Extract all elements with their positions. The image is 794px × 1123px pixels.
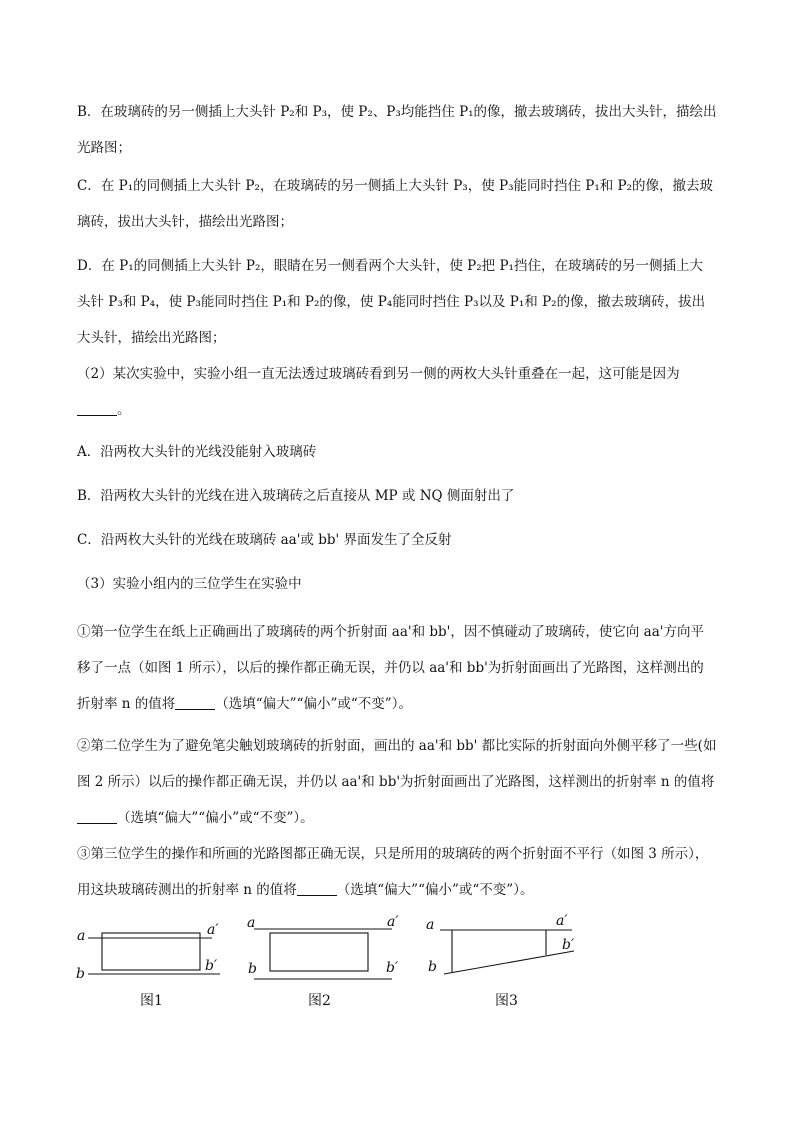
question-2-option-a: A．沿两枚大头针的光线没能射入玻璃砖 [77, 444, 317, 460]
fig2-glass-block [270, 933, 368, 971]
option-d [77, 248, 727, 356]
student-1-line-3: 折射率 n 的值将 （选填“偏大”“偏小”或“不变”）。 [77, 696, 412, 712]
answer-blank[interactable] [77, 401, 117, 416]
student-3-line-1: ③第三位学生的操作和所画的光路图都正确无误，只是所用的玻璃砖的两个折射面不平行（如图 3 所示）， [77, 846, 709, 862]
option-b [77, 94, 727, 166]
option-d-line-1: D．在 P₁的同侧插上大头针 P₂，眼睛在另一侧看两个大头针，使 P₂把 P₁挡住，在玻璃砖的另一侧插上大 [77, 258, 703, 274]
fig2-label-a: a [247, 915, 256, 931]
fig3-label-a: a [426, 917, 435, 933]
fig3-label-b: b [428, 959, 437, 975]
question-3: （3）实验小组内的三位学生在实验中 [77, 576, 302, 592]
figure-3 [440, 930, 574, 974]
option-b-line-1: B．在玻璃砖的另一侧插上大头针 P₂和 P₃，使 P₂、P₃均能挡住 P₁的像，撤去玻璃砖，拔出大头针，描绘出 [77, 104, 717, 120]
figure-2 [254, 929, 392, 979]
student-2-line-3: （选填“偏大”“偏小”或“不变”）。 [77, 800, 727, 836]
fig1-label-a: a [77, 928, 86, 944]
fig2-label-b: b [248, 961, 257, 977]
fig1-caption: 图1 [140, 993, 163, 1009]
question-2-option-b: B．沿两枚大头针的光线在进入玻璃砖之后直接从 MP 或 NQ 侧面射出了 [77, 488, 515, 504]
option-c-line-1: C．在 P₁的同侧插上大头针 P₂，在玻璃砖的另一侧插上大头针 P₃，使 P₃能同时挡住 P₁和 P₂的像，撤去玻 [77, 178, 714, 194]
student-1-line-1: ①第一位学生在纸上正确画出了玻璃砖的两个折射面 aa'和 bb'，因不慎碰动了玻璃砖，使它向 aa'方向平 [77, 624, 704, 640]
fig1-label-a-prime: a′ [207, 922, 219, 938]
student-1-text [77, 614, 727, 722]
question-2 [77, 356, 727, 428]
option-c [77, 168, 727, 240]
student-3-line-2: 用这块玻璃砖测出的折射率 n 的值将 （选填“偏大”“偏小”或“不变”）。 [77, 882, 534, 898]
option-d-line-2: 头针 P₃和 P₄，使 P₃能同时挡住 P₁和 P₂的像，使 P₄能同时挡住 P₃以及 P₁和 P₂的像，撤去玻璃砖，拔出 [77, 294, 706, 310]
option-c-line-2: 璃砖，拔出大头针，描绘出光路图； [77, 214, 293, 230]
fig3-caption: 图3 [495, 993, 518, 1009]
student-2-line-1: ②第二位学生为了避免笔尖触划玻璃砖的折射面，画出的 aa'和 bb' 都比实际的折射面向外侧平移了一些(如 [77, 738, 717, 754]
question-2-line-2: 。 [77, 392, 727, 428]
question-2-line-1: （2）某次实验中，实验小组一直无法透过玻璃砖看到另一侧的两枚大头针重叠在一起，这可能是因为 [77, 366, 680, 382]
fig2-label-b-prime: b′ [386, 960, 399, 976]
option-d-line-3: 大头针，描绘出光路图； [77, 330, 226, 346]
student-3-text [77, 836, 727, 908]
option-b-line-2: 光路图； [77, 140, 131, 156]
fig3-label-a-prime: a′ [556, 913, 568, 929]
fig2-caption: 图2 [308, 993, 331, 1009]
answer-blank[interactable] [77, 809, 117, 824]
answer-blank[interactable] [175, 695, 215, 710]
fig3-label-b-prime: b′ [562, 937, 575, 953]
question-2-option-c: C．沿两枚大头针的光线在玻璃砖 aa'或 bb' 界面发生了全反射 [77, 532, 452, 548]
student-1-line-2: 移了一点（如图 1 所示），以后的操作都正确无误，并仍以 aa'和 bb'为折射面画出了光路图，这样测出的 [77, 660, 704, 676]
fig3-line-bb-slanted [444, 951, 574, 974]
figure-1 [88, 933, 220, 974]
fig2-label-a-prime: a′ [387, 914, 399, 930]
student-2-text [77, 728, 727, 836]
fig1-label-b-prime: b′ [205, 958, 218, 974]
fig1-label-b: b [76, 966, 85, 982]
answer-blank[interactable] [297, 881, 337, 896]
fig1-glass-block [102, 933, 200, 970]
student-2-line-2: 图 2 所示）以后的操作都正确无误，并仍以 aa'和 bb'为折射面画出了光路图，这样测出的折射率 n 的值将 [77, 774, 715, 790]
